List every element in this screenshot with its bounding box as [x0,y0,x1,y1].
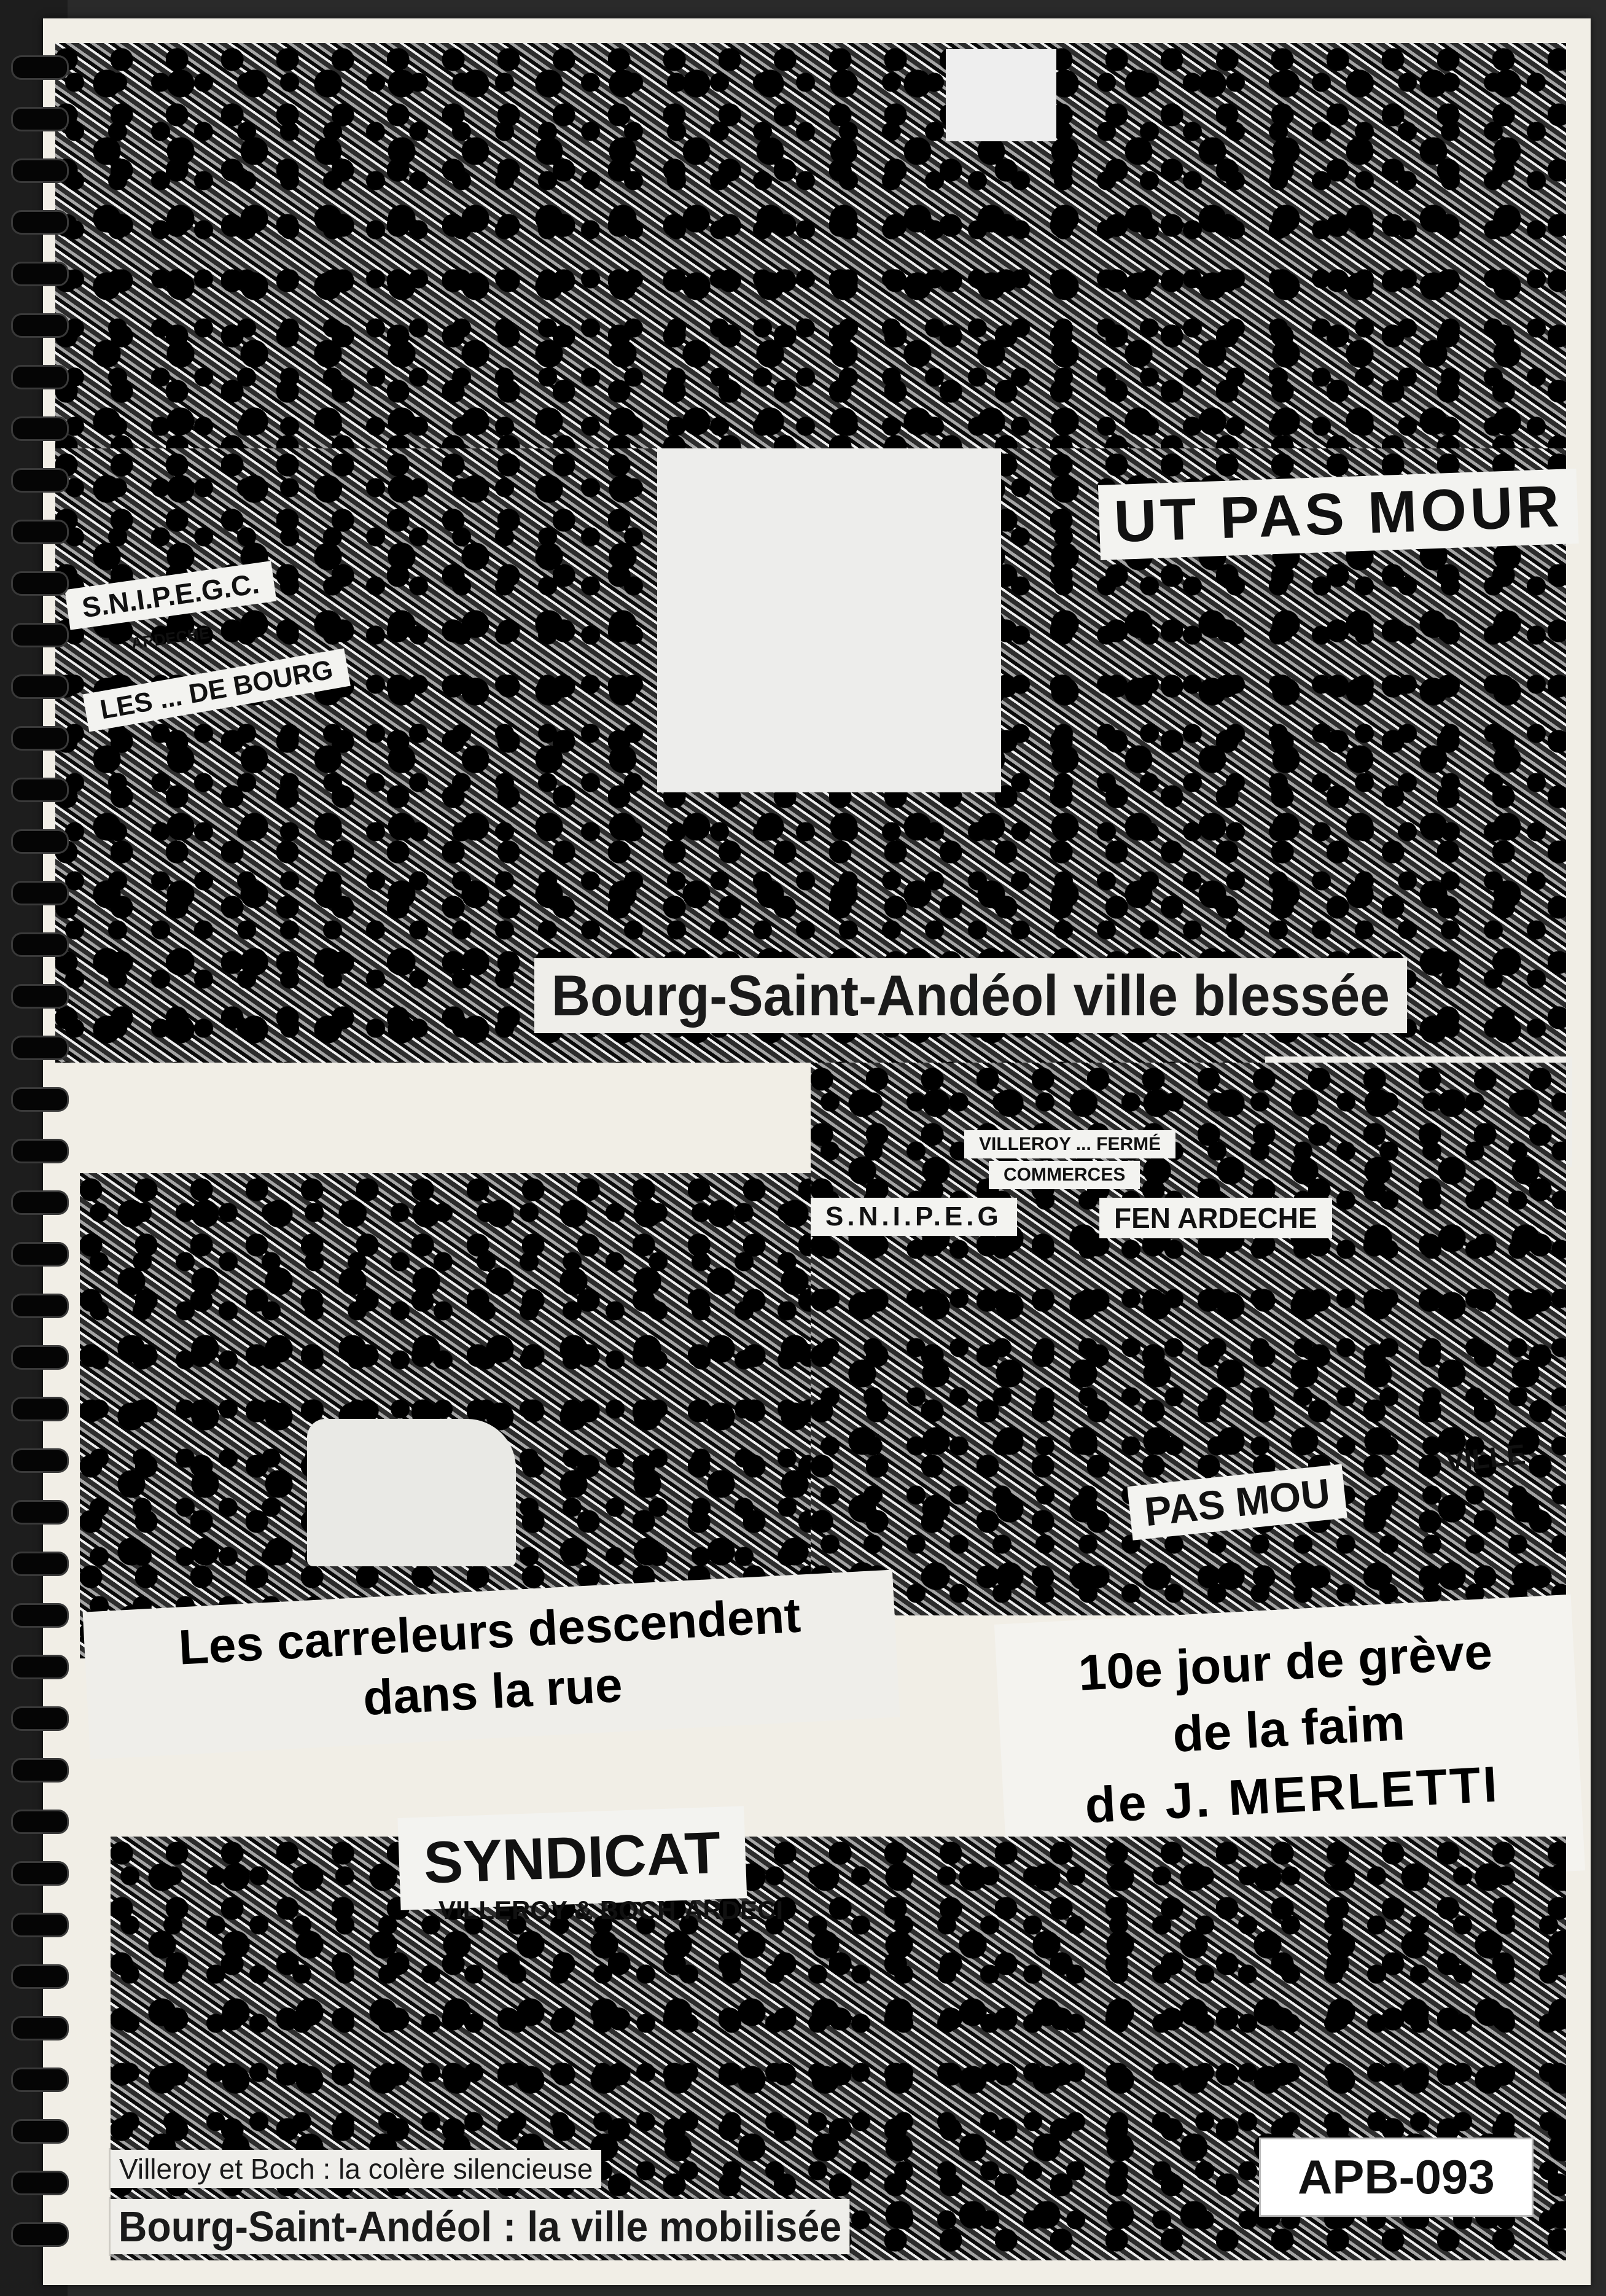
sign-ardeche-banner: ARDECI [684,1896,784,1924]
sign-commerces: COMMERCES [989,1161,1140,1189]
blank-panel [657,448,1001,792]
binding-ring [11,365,69,389]
binding-ring [11,107,69,131]
sign-snipegc: S.N.I.P.E.G.C. [64,561,276,630]
binding-ring [11,1913,69,1937]
binding-ring [11,262,69,286]
sign-snipeg: S.N.I.P.E.G [811,1198,1017,1236]
binding-ring [11,2171,69,2195]
sign-villeroy-ferme: VILLEROY ... FERMÉ [964,1130,1175,1158]
binding-ring [11,1810,69,1834]
headline-carreleurs-line1: Les carreleurs descendent [177,1587,802,1675]
caption-ville-mobilisee: Bourg-Saint-Andéol : la ville mobilisée [111,2199,849,2254]
binding-ring [11,2068,69,2092]
binding-ring [11,932,69,957]
sign-villeroy-boch: VILLEROY & BOCH [439,1896,676,1924]
binding-ring [11,726,69,751]
binding-ring [11,520,69,544]
sign-syndicat: SYNDICAT [397,1806,746,1910]
binding-ring [11,158,69,183]
binding-ring [11,1448,69,1473]
headline-greve-line1: 10e jour de grève [1077,1623,1494,1701]
collage-page [43,18,1591,2285]
binding-ring [11,1706,69,1731]
binding-ring [11,778,69,802]
binding-ring [11,623,69,647]
binding-ring [11,881,69,905]
binding-ring [11,313,69,338]
sign-fen-ardeche: FEN ARDECHE [1099,1198,1332,1238]
sign-ardeche-small: ARDECHE [130,623,211,653]
binding-ring [11,1036,69,1060]
sign-pas-mou: PAS MOU [1127,1464,1347,1540]
headline-ville-blessee: Bourg-Saint-Andéol ville blessée [534,958,1407,1033]
binding-ring [11,1758,69,1783]
binding-ring [11,674,69,699]
binding-ring [11,1655,69,1679]
binding-ring [11,1397,69,1421]
white-car [307,1419,516,1566]
headline-greve-line2: de la faim [1171,1695,1406,1763]
binding-ring [11,2016,69,2040]
binding-ring [11,2119,69,2144]
binding-ring [11,468,69,493]
binding-ring [11,1087,69,1112]
binding-ring [11,1500,69,1525]
sign-pas-mour-top: UT PAS MOUR [1098,469,1579,560]
binding-ring [11,829,69,854]
binding-ring [11,1861,69,1886]
binding-ring [11,1139,69,1163]
binding-ring [11,1294,69,1318]
caption-villeroy-colere: Villeroy et Boch : la colère silencieuse [111,2150,601,2188]
binding-ring [11,1603,69,1628]
binding-ring [11,571,69,596]
binding-ring [11,2222,69,2247]
binding-ring [11,1242,69,1267]
binding-ring [11,55,69,80]
binding-ring [11,416,69,441]
photo-car-crowd [55,43,1566,455]
binding-ring [11,1345,69,1370]
white-placard [946,49,1056,141]
sign-les-de-bourg: LES ... DE BOURG [83,648,351,732]
headline-greve-line3: de J. MERLETTI [1083,1756,1501,1834]
binding-ring [11,1190,69,1215]
sign-ville: VILLE [1444,1438,1527,1478]
binding-ring [11,1964,69,1989]
binding-ring [11,210,69,235]
headline-carreleurs-line2: dans la rue [362,1657,624,1725]
binding-ring [11,984,69,1009]
binding-ring [11,1552,69,1576]
archive-label: APB-093 [1259,2138,1534,2217]
